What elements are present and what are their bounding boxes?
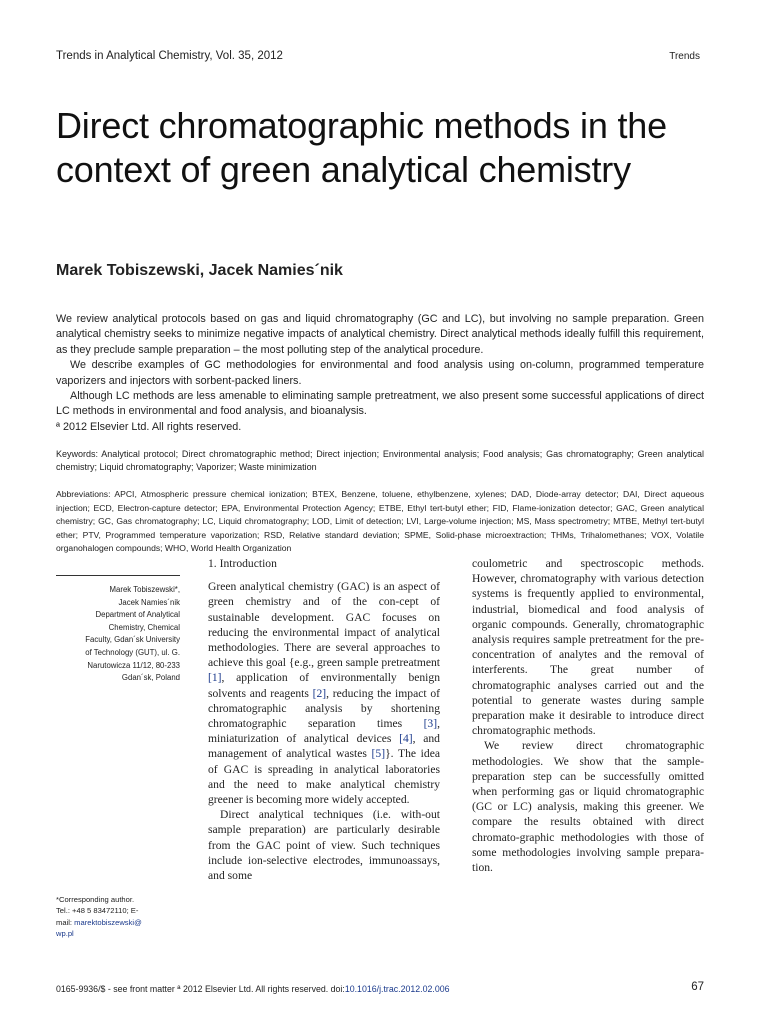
author-affiliation [56, 584, 180, 685]
abbreviations: Abbreviations: APCI, Atmospheric pressure chemical ionization; BTEX, Benzene, toluene, ethylbenzene, xylenes; DAD, Diode-array detector; DAI, Direct aqueous injection; ECD, Electron-capture detector; EPA, Environmental Protection Agency; ETBE, Ethyl tert-butyl ether; FID, Flame-ionization detector; GAC, Green analytical chemistry; GC, Gas chromatography; LC, Liquid chromatography; LOD, Limit of detection; LVI, Large-volume injection; MS, Mass spectrometry; MTBE, Methyl tert-butyl ether; PTV, Programmed temperature vaporization; RSD, Relative standard deviation; SPME, Solid-phase microextraction; THMs, Trihalomethanes; VOX, Volatile organohalogen compounds; WHO, World Health Organization [56, 489, 704, 554]
body-paragraph: Direct analytical techniques (i.e. with-out sample preparation) are particularly desirable from the GAC point of view. Such techniques include ion-selective electrodes, immunoassays, and some [208, 808, 440, 883]
reference-link[interactable]: [2] [312, 686, 327, 700]
affiliation-line: Jacek Namies´nik [118, 597, 180, 607]
body-paragraph: coulometric and spectroscopic methods. However, chromatography with various detection systems is frequently applied to environmental, industrial, biomedical and food analysis of organic compounds. Generally, chromatographic analysis requires sample pretreatment for the pre-concentration of analytes and the removal of interferents. The great number of chromatographic analyses carried out and the potential to generate wastes during sample preparation make it desirable to introduce direct chromatographic methods. [472, 557, 704, 738]
corresponding-author [56, 894, 196, 940]
body-column-left [208, 556, 440, 883]
section-heading: 1. Introduction [208, 557, 277, 570]
keywords: Keywords: Analytical protocol; Direct chromatographic method; Direct injection; Environmental analysis; Food analysis; Gas chromatography; Green analytical chemistry; Liquid chromatography; Vaporizer; Waste minimization [56, 449, 704, 472]
article-authors: Marek Tobiszewski, Jacek Namies´nik [56, 262, 343, 279]
email-prefix: mail: [56, 917, 75, 927]
reference-link[interactable]: [1] [208, 671, 222, 685]
affiliation-line: Faculty, Gdan´sk University [85, 635, 180, 645]
affiliation-line: Narutowicza 11/12, 80-233 [87, 660, 180, 670]
affiliation-line: Gdan´sk, Poland [121, 673, 180, 683]
affiliation-line: of Technology (GUT), ul. G. [85, 647, 180, 657]
section-label: Trends [669, 51, 700, 62]
body-paragraph: Green analytical chemistry (GAC) is an aspect of green chemistry and of the con-cept of sustainable development. GAC focuses on reducing the environmental impact of analytical methodologies. There are several approaches to achieve this goal {e.g., green sample pretreatment [1], application of environmentally benign solvents and reagents [2], reducing the impact of chromatographic analysis by shortening chromatographic separation times [3], miniaturization of analytical devices [4], and management of analytical wastes [5]}. The idea of GAC is spreading in analytical laboratories and the need to make analytical chemistry greener is becoming more widely accepted. [208, 580, 440, 807]
email-link-continued[interactable]: wp.pl [56, 929, 74, 939]
page-number: 67 [691, 981, 704, 993]
corresponding-label: *Corresponding author. [56, 895, 135, 904]
abstract [56, 312, 704, 435]
reference-link[interactable]: [4] [399, 732, 413, 746]
sidebar-divider [56, 575, 180, 576]
abstract-paragraph-3: Although LC methods are less amenable to eliminating sample pretreatment, we also present some successful applications of direct LC methods in environmental and food analysis, and bioanalysis. [56, 390, 704, 418]
abstract-paragraph-2: We describe examples of GC methodologies for environmental and food analysis using on-column, programmed temperature vaporizers and injectors with sorbent-packed liners. [56, 359, 704, 387]
corresponding-email-line [56, 917, 196, 928]
doi-link[interactable]: 10.1016/j.trac.2012.02.006 [344, 984, 450, 994]
article-title: Direct chromatographic methods in the context of green analytical chemistry [56, 105, 667, 190]
reference-link[interactable]: [3] [423, 717, 438, 731]
email-link[interactable]: marektobiszewski@ [74, 917, 142, 927]
body-column-right [472, 556, 704, 875]
affiliation-line: Chemistry, Chemical [108, 622, 180, 632]
abstract-copyright: ª 2012 Elsevier Ltd. All rights reserved. [56, 420, 242, 433]
affiliation-line: Department of Analytical [95, 610, 180, 620]
corresponding-phone: Tel.: +48 5 83472110; E- [56, 906, 139, 916]
footer-text: 0165-9936/$ - see front matter ª 2012 Elsevier Ltd. All rights reserved. doi: [56, 984, 345, 994]
abstract-paragraph-1: We review analytical protocols based on gas and liquid chromatography (GC and LC), but involving no sample preparation. Green analytical chemistry seeks to minimize negative impacts of analytical chemistry. Direct analytical methods ideally fulfill this requirement, as they preclude sample preparation – the most polluting step of the analytical procedure. [56, 313, 704, 356]
body-paragraph: We review direct chromatographic methodologies. We show that the sample-preparation step can be successfully omitted when performing gas or liquid chromatographic (GC or LC) analysis, making this greener. We compare the results obtained with direct chromato-graphic methodologies with those of some methodologies involving sample prepara-tion. [472, 739, 704, 875]
affiliation-line: Marek Tobiszewski*, [109, 585, 180, 594]
journal-citation: Trends in Analytical Chemistry, Vol. 35, 2012 [56, 50, 283, 62]
reference-link[interactable]: [5] [371, 747, 386, 761]
footer-legal [56, 984, 450, 994]
